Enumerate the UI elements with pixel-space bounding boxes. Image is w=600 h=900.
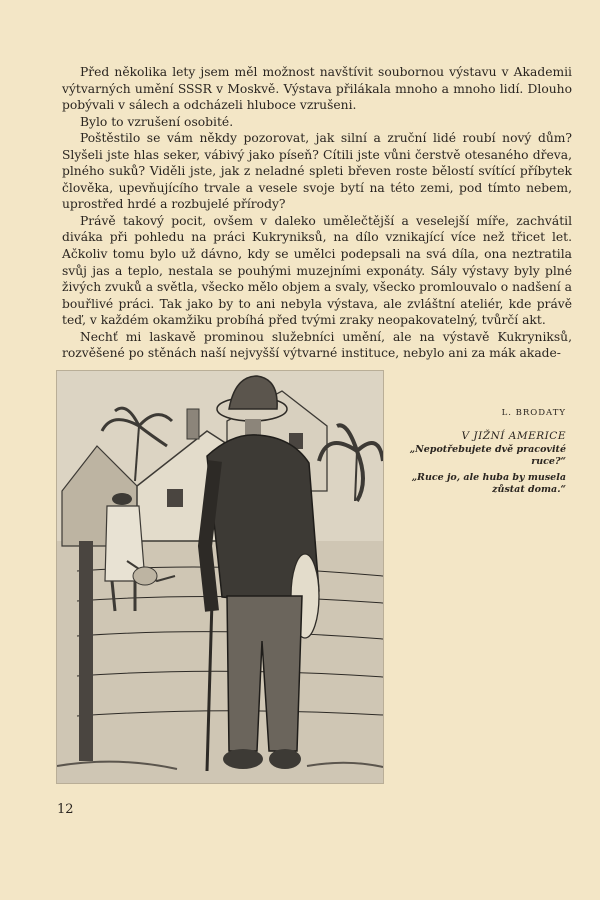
article-body [62, 64, 572, 362]
cartoon-drawing [57, 371, 383, 783]
paragraph-3: Poštěstilo se vám někdy pozorovat, jak silní a zruční lidé roubí nový dům? Slyšeli jste hlas seker, vábivý jako píseň? Cítili jste vůni čerstvě otesaného dřeva, plného suků? Viděli jste, jak z neladné spleti břeven roste bělostí svítící příbytek člověka, upevňujícího trvale a vesele svoje bytí na této zemi, pod tímto nebem, uprostřed hrdé a rozbujelé přírody? [62, 131, 572, 212]
paragraph-1: Před několika lety jsem měl možnost navštívit soubornou výstavu v Akademii výtvarných umění SSSR v Moskvě. Výstava přilákala mnoho a mnoho lidí. Dlouho pobývali v sálech a odcházeli hluboce vzrušeni. [62, 65, 572, 113]
page-number: 12 [57, 802, 74, 817]
caption-line-1: „Nepotřebujete dvě pracovité ruce?“ [409, 444, 566, 467]
caption-title: V JIŽNÍ AMERICE [461, 430, 566, 442]
caption-line-2: „Ruce jo, ale huba by musela zůstat doma.“ [411, 472, 566, 495]
illustration-caption [384, 408, 566, 500]
paragraph-2: Bylo to vzrušení osobité. [80, 114, 234, 129]
caption-author: L. BRODATY [501, 408, 566, 418]
cartoon-illustration [56, 370, 384, 784]
paragraph-4: Právě takový pocit, ovšem v daleko umělečtější a veselejší míře, zachvátil diváka při pohledu na práci Kukryniksů, na dílo vznikající více než třicet let. Ačkoliv tomu bylo už dávno, kdy se umělci podepsali na svá díla, ona neztratila svůj jas a teplo, nestala se pouhými muzejními exponáty. Sály výstavy byly plné živých zvuků a světla, všecko mělo objem a svaly, všecko promlouvalo o nadšení a bouřlivé práci. Tak jako by to ani nebyla výstava, ale zvláštní ateliér, kde právě teď, v každém okamžiku probíhá před tvými zraky neopakovatelný, tvůrčí akt. [62, 213, 572, 328]
paragraph-5: Nechť mi laskavě prominou služebníci umění, ale na výstavě Kukryniksů, rozvěšené po stěnách naší nejvyšší výtvarné instituce, nebylo ani za mák akade- [62, 329, 572, 361]
